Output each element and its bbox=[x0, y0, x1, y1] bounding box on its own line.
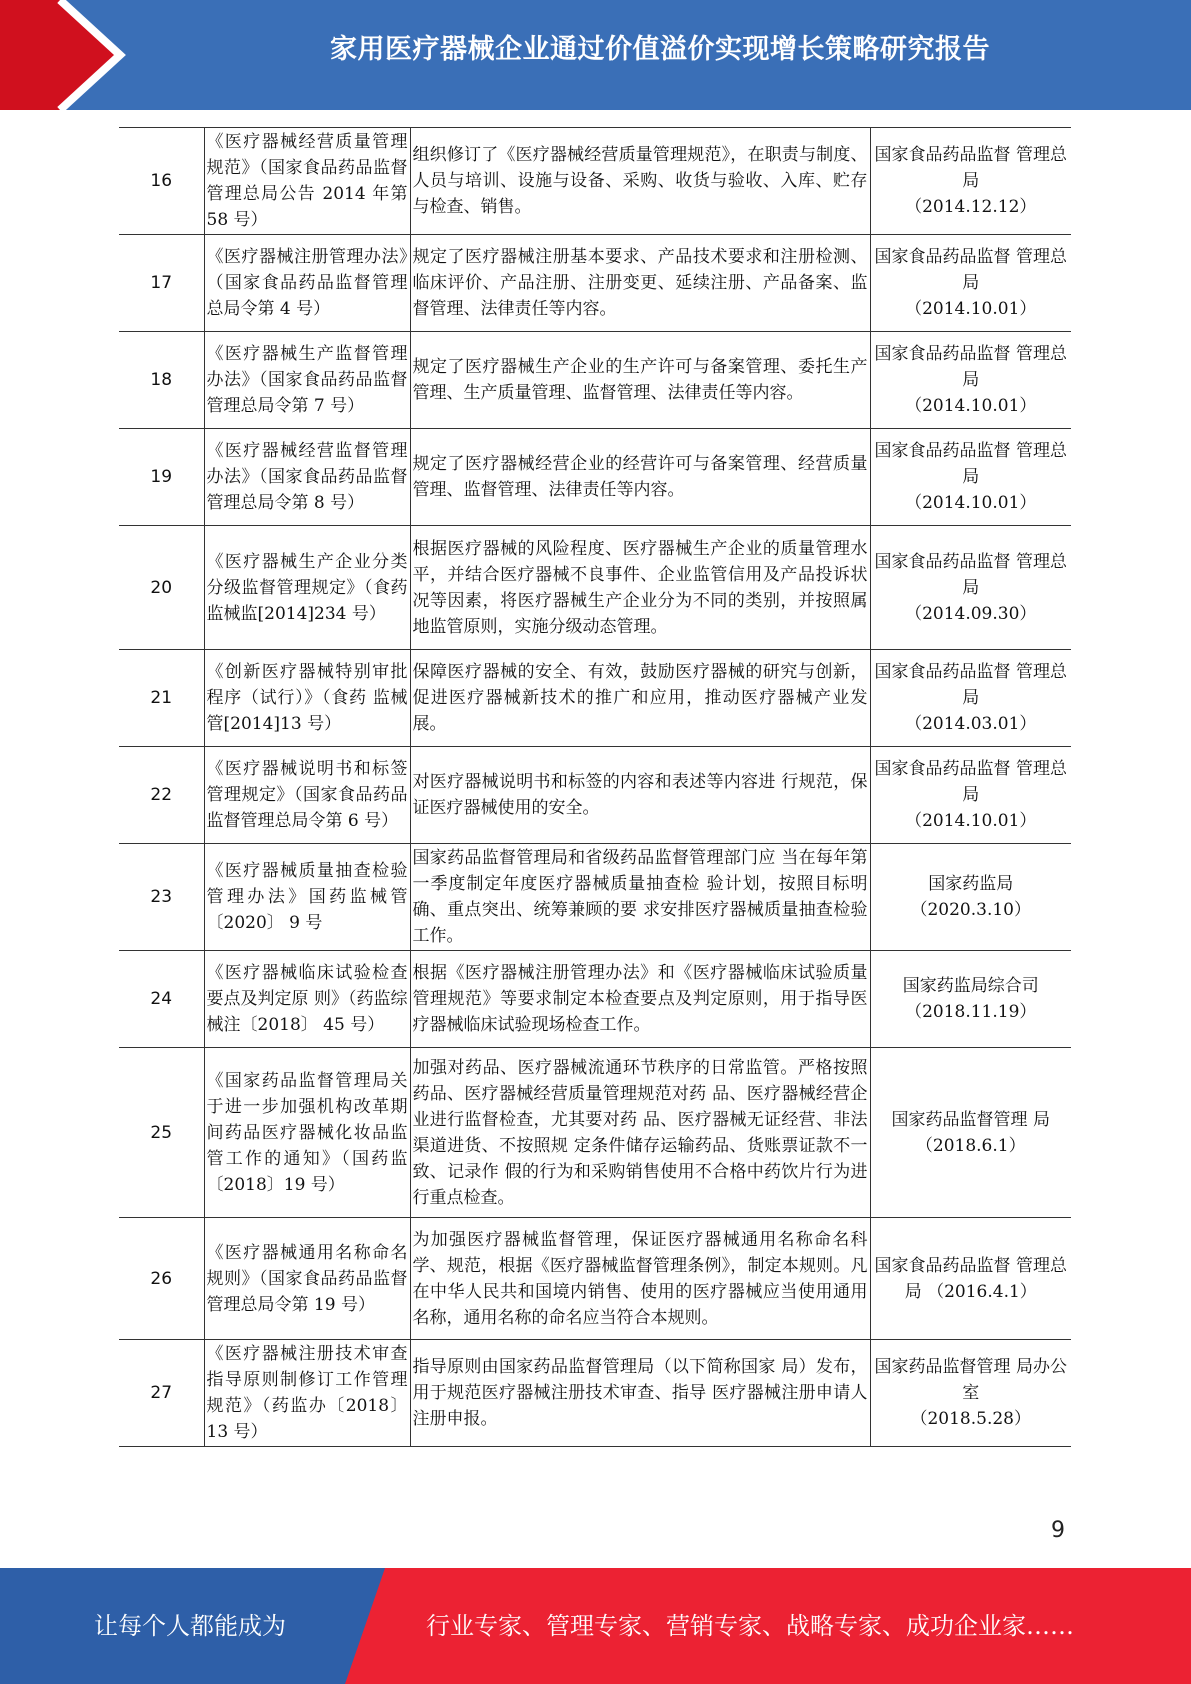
row-number: 18 bbox=[119, 332, 204, 429]
authority-line: 国家食品药品监督 管理总局 bbox=[874, 145, 1067, 191]
authority-line: （2014.10.01） bbox=[905, 493, 1037, 513]
row-number: 16 bbox=[119, 128, 204, 235]
regulation-name: 《医疗器械经营质量管理规范》（国家食品药品监督管理总局公告 2014 年第 58 号） bbox=[204, 128, 410, 235]
table-row bbox=[119, 429, 1071, 526]
regulation-name: 《医疗器械注册管理办法》（国家食品药品监督管理总局令第 4 号） bbox=[204, 235, 410, 332]
authority-line: 国家食品药品监督 管理总局 bbox=[874, 759, 1067, 805]
regulation-description: 根据医疗器械的风险程度、医疗器械生产企业的质量管理水平，并结合医疗器械不良事件、企业监管信用及产品投诉状况等因素，将医疗器械生产企业分为不同的类别，并按照属地监管原则，实施分级动态管理。 bbox=[410, 526, 870, 650]
regulation-name: 《医疗器械临床试验检查要点及判定原 则》（药监综械注〔2018〕 45 号） bbox=[204, 951, 410, 1048]
authority-line: （2014.03.01） bbox=[905, 714, 1037, 734]
regulation-description: 保障医疗器械的安全、有效，鼓励医疗器械的研究与创新，促进医疗器械新技术的推广和应用，推动医疗器械产业发展。 bbox=[410, 650, 870, 747]
page-number: 9 bbox=[1051, 1518, 1065, 1543]
issuing-authority bbox=[870, 951, 1071, 1048]
regulation-name: 《国家药品监督管理局关于进一步加强机构改革期间药品医疗器械化妆品监管工作的通知》（国药监〔2018〕19 号） bbox=[204, 1048, 410, 1218]
issuing-authority bbox=[870, 1340, 1071, 1447]
header-arrow-graphic bbox=[0, 0, 150, 110]
regulation-name: 《医疗器械说明书和标签管理规定》（国家食品药品监督管理总局令第 6 号） bbox=[204, 747, 410, 844]
regulation-name: 《医疗器械经营监督管理办法》（国家食品药品监督管理总局令第 8 号） bbox=[204, 429, 410, 526]
issuing-authority bbox=[870, 332, 1071, 429]
table-row bbox=[119, 1218, 1071, 1340]
issuing-authority bbox=[870, 526, 1071, 650]
authority-line: 国家食品药品监督 管理总局 （2016.4.1） bbox=[874, 1255, 1067, 1302]
row-number: 21 bbox=[119, 650, 204, 747]
authority-line: （2018.6.1） bbox=[915, 1135, 1026, 1156]
footer-tail-text: 行业专家、管理专家、营销专家、战略专家、成功企业家…… bbox=[426, 1612, 1074, 1640]
authority-line: （2014.10.01） bbox=[905, 811, 1037, 831]
row-number: 27 bbox=[119, 1340, 204, 1447]
regulation-name: 《医疗器械生产监督管理办法》（国家食品药品监督管理总局令第 7 号） bbox=[204, 332, 410, 429]
authority-line: 国家食品药品监督 管理总局 bbox=[874, 344, 1067, 390]
regulation-description: 加强对药品、医疗器械流通环节秩序的日常监管。严格按照药品、医疗器械经营质量管理规范对药 品、医疗器械经营企业进行监督检查，尤其要对药 品、医疗器械无证经营、非法渠道进货、不按照规 定条件储存运输药品、货账票证款不一致、记录作 假的行为和采购销售使用不合格中药饮片行为进 行重点检查。 bbox=[410, 1048, 870, 1218]
issuing-authority bbox=[870, 1048, 1071, 1218]
table-row bbox=[119, 1048, 1071, 1218]
footer-lead-text: 让每个人都能成为 bbox=[94, 1612, 286, 1640]
table-row bbox=[119, 1340, 1071, 1447]
regulation-name: 《医疗器械通用名称命名规则》（国家食品药品监督管理总局令第 19 号） bbox=[204, 1218, 410, 1340]
report-title: 家用医疗器械企业通过价值溢价实现增长策略研究报告 bbox=[330, 34, 990, 65]
table-row bbox=[119, 235, 1071, 332]
table-row bbox=[119, 650, 1071, 747]
issuing-authority bbox=[870, 844, 1071, 951]
regulations-table bbox=[119, 127, 1071, 1447]
authority-line: 国家食品药品监督 管理总局 bbox=[874, 441, 1067, 487]
row-number: 22 bbox=[119, 747, 204, 844]
authority-line: （2018.5.28） bbox=[910, 1409, 1032, 1429]
table-row bbox=[119, 526, 1071, 650]
regulation-name: 《创新医疗器械特别审批程序（试行）》（食药 监械管[2014]13 号） bbox=[204, 650, 410, 747]
row-number: 25 bbox=[119, 1048, 204, 1218]
regulation-description: 对医疗器械说明书和标签的内容和表述等内容进 行规范，保证医疗器械使用的安全。 bbox=[410, 747, 870, 844]
row-number: 20 bbox=[119, 526, 204, 650]
row-number: 24 bbox=[119, 951, 204, 1048]
authority-line: 国家食品药品监督 管理总局 bbox=[874, 662, 1067, 708]
regulation-description: 组织修订了《医疗器械经营质量管理规范》，在职责与制度、人员与培训、设施与设备、采购、收货与验收、入库、贮存与检查、销售。 bbox=[410, 128, 870, 235]
authority-line: 国家药监局 bbox=[928, 874, 1014, 894]
table-row bbox=[119, 951, 1071, 1048]
table-row bbox=[119, 747, 1071, 844]
row-number: 17 bbox=[119, 235, 204, 332]
issuing-authority bbox=[870, 235, 1071, 332]
issuing-authority bbox=[870, 650, 1071, 747]
regulation-description: 规定了医疗器械生产企业的生产许可与备案管理、委托生产管理、生产质量管理、监督管理、法律责任等内容。 bbox=[410, 332, 870, 429]
issuing-authority bbox=[870, 429, 1071, 526]
table-row bbox=[119, 128, 1071, 235]
authority-line: （2014.10.01） bbox=[905, 396, 1037, 416]
authority-line: 国家药监局综合司 bbox=[902, 976, 1039, 996]
footer-banner bbox=[0, 1568, 1191, 1684]
issuing-authority bbox=[870, 128, 1071, 235]
table-row bbox=[119, 332, 1071, 429]
regulation-description: 为加强医疗器械监督管理，保证医疗器械通用名称命名科学、规范，根据《医疗器械监督管理条例》，制定本规则。凡在中华人民共和国境内销售、使用的医疗器械应当使用通用名称，通用名称的命名应当符合本规则。 bbox=[410, 1218, 870, 1340]
issuing-authority bbox=[870, 747, 1071, 844]
regulation-name: 《医疗器械生产企业分类分级监督管理规定》（食药监械监[2014]234 号） bbox=[204, 526, 410, 650]
regulation-name: 《医疗器械质量抽查检验管理办法》国药监械管〔2020〕 9 号 bbox=[204, 844, 410, 951]
issuing-authority bbox=[870, 1218, 1071, 1340]
authority-line: （2014.12.12） bbox=[905, 197, 1037, 217]
authority-line: 国家药品监督管理 局办公室 bbox=[874, 1357, 1067, 1403]
regulation-description: 国家药品监督管理局和省级药品监督管理部门应 当在每年第一季度制定年度医疗器械质量抽查检 验计划，按照目标明确、重点突出、统筹兼顾的要 求安排医疗器械质量抽查检验工作。 bbox=[410, 844, 870, 951]
authority-line: （2018.11.19） bbox=[905, 1002, 1037, 1022]
row-number: 26 bbox=[119, 1218, 204, 1340]
authority-line: （2014.09.30） bbox=[905, 603, 1037, 624]
row-number: 23 bbox=[119, 844, 204, 951]
authority-line: 国家食品药品监督 管理总局 bbox=[874, 551, 1067, 598]
regulation-description: 指导原则由国家药品监督管理局（以下简称国家 局）发布，用于规范医疗器械注册技术审查、指导 医疗器械注册申请人注册申报。 bbox=[410, 1340, 870, 1447]
row-number: 19 bbox=[119, 429, 204, 526]
authority-line: 国家食品药品监督 管理总局 bbox=[874, 247, 1067, 293]
regulation-description: 规定了医疗器械注册基本要求、产品技术要求和注册检测、临床评价、产品注册、注册变更、延续注册、产品备案、监督管理、法律责任等内容。 bbox=[410, 235, 870, 332]
table-row bbox=[119, 844, 1071, 951]
regulation-description: 根据《医疗器械注册管理办法》和《医疗器械临床试验质量管理规范》等要求制定本检查要点及判定原则，用于指导医疗器械临床试验现场检查工作。 bbox=[410, 951, 870, 1048]
authority-line: （2020.3.10） bbox=[910, 900, 1032, 920]
regulation-name: 《医疗器械注册技术审查指导原则制修订工作管理规范》（药监办〔2018〕13 号） bbox=[204, 1340, 410, 1447]
header-banner bbox=[0, 0, 1191, 110]
regulation-description: 规定了医疗器械经营企业的经营许可与备案管理、经营质量管理、监督管理、法律责任等内容。 bbox=[410, 429, 870, 526]
authority-line: 国家药品监督管理 局 bbox=[891, 1109, 1050, 1130]
authority-line: （2014.10.01） bbox=[905, 299, 1037, 319]
